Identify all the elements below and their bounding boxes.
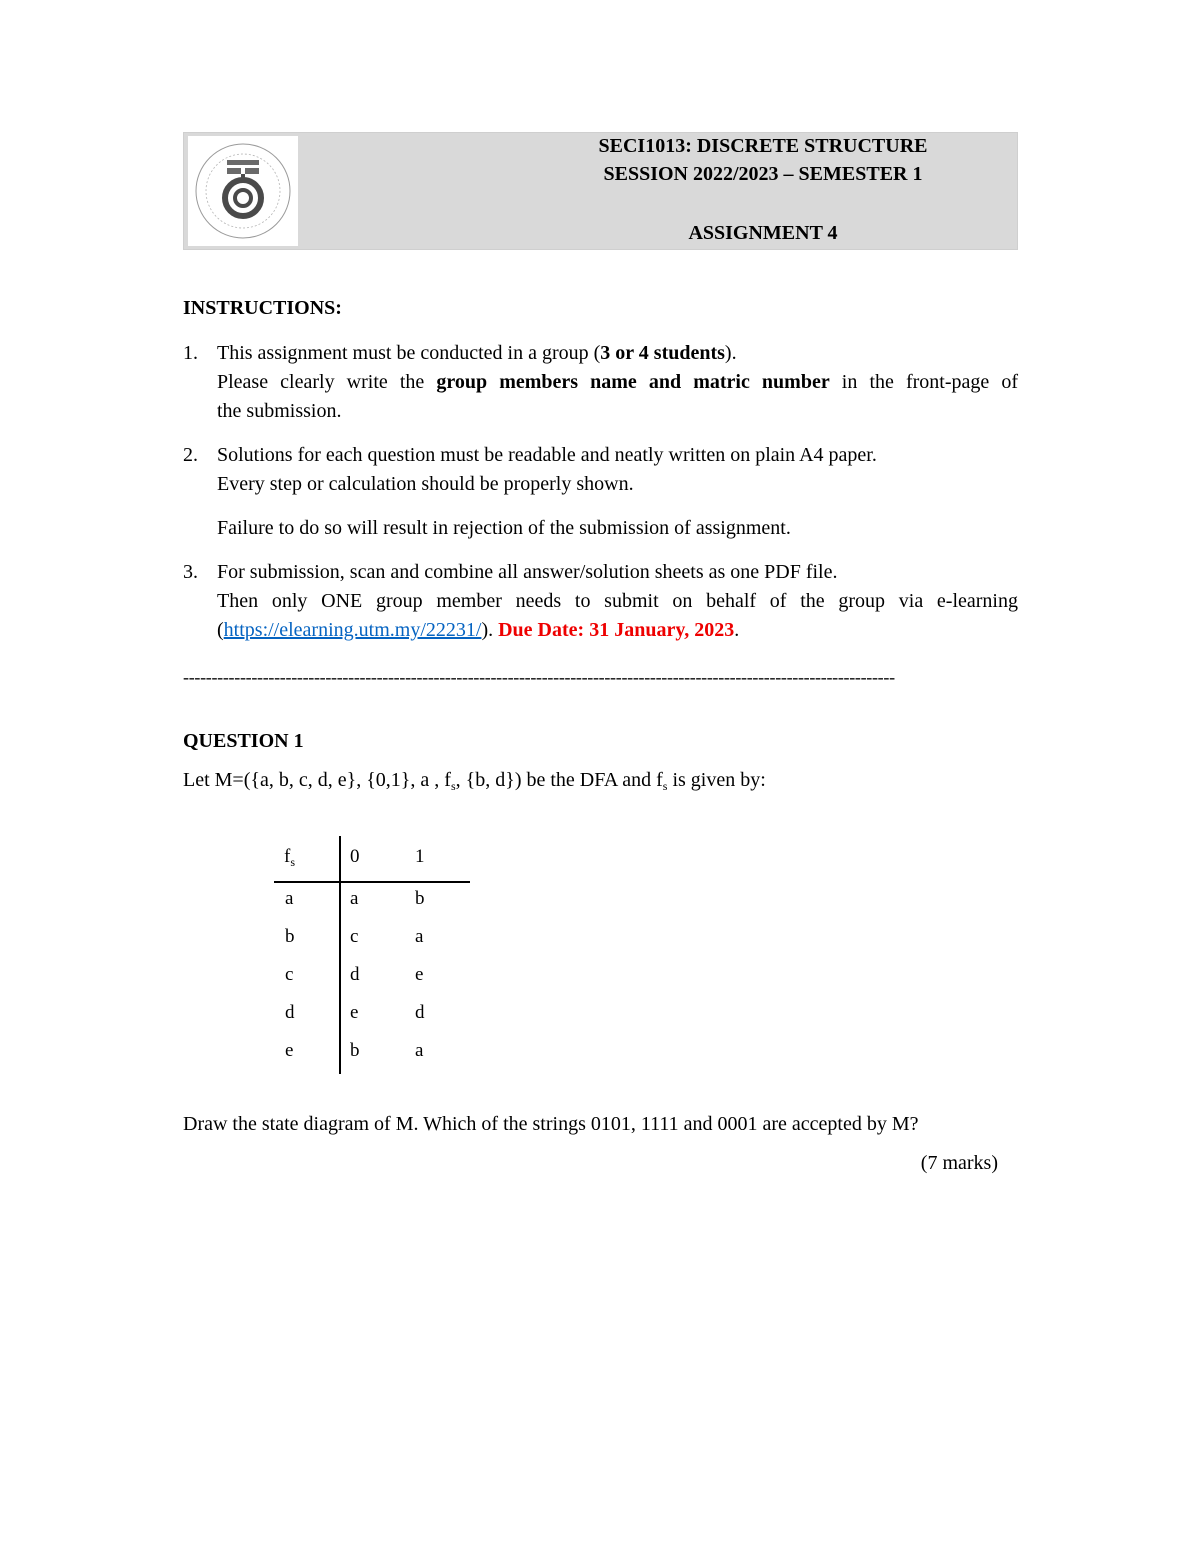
document-header [183, 132, 1018, 250]
text-run: in the front-page of [829, 371, 1018, 393]
text-run: f [284, 846, 291, 867]
table-cell-on0: c [350, 926, 359, 947]
table-header-rule [274, 881, 470, 883]
subscript: s [290, 855, 295, 869]
text-run: ). [724, 342, 737, 364]
university-seal-icon [188, 136, 298, 246]
university-logo [188, 136, 298, 246]
table-cell-on0: b [350, 1040, 360, 1061]
text-run: is given by: [667, 769, 766, 791]
item-number: 2. [183, 444, 198, 466]
table-cell-state: c [285, 964, 294, 985]
instruction-line [217, 616, 1018, 645]
subscript: s [450, 779, 456, 793]
table-cell-state: b [285, 926, 295, 947]
table-header-0: 0 [350, 846, 360, 867]
table-cell-on0: a [350, 888, 359, 909]
table-cell-on1: a [415, 1040, 424, 1061]
session-title: SESSION 2022/2023 – SEMESTER 1 [603, 163, 923, 185]
instruction-line: the submission. [217, 400, 342, 422]
question-1-heading: QUESTION 1 [183, 730, 304, 752]
table-cell-on0: e [350, 1002, 359, 1023]
instruction-item-1 [183, 339, 1018, 426]
instruction-line: For submission, scan and combine all answer/solution sheets as one PDF file. [217, 561, 838, 583]
instruction-line: Failure to do so will result in rejection of the submission of assignment. [217, 517, 791, 539]
table-cell-on1: a [415, 926, 424, 947]
question-1-intro [183, 769, 766, 792]
text-run: ). [481, 619, 499, 641]
question-1-prompt: Draw the state diagram of M. Which of the strings 0101, 1111 and 0001 are accepted by M? [183, 1113, 919, 1135]
text-run: , {b, d}) be the DFA and f [455, 769, 663, 791]
table-cell-state: a [285, 888, 294, 909]
elearning-link[interactable]: https://elearning.utm.my/22231/ [223, 619, 482, 641]
text-run: Let M=({a, b, c, d, e}, {0,1}, a , f [183, 769, 451, 791]
table-header-function [284, 846, 295, 868]
text-run: Please clearly write the [217, 371, 437, 393]
text-run: . [734, 619, 740, 641]
text-run: ( [217, 619, 224, 641]
question-1-marks: (7 marks) [920, 1152, 998, 1174]
text-run: This assignment must be conducted in a group ( [217, 342, 601, 364]
due-date: Due Date: 31 January, 2023 [498, 619, 735, 641]
table-header-1: 1 [415, 846, 425, 867]
instruction-line: Then only ONE group member needs to submit on behalf of the group via e-learning [217, 590, 1018, 612]
table-cell-state: e [285, 1040, 294, 1061]
instruction-line: Every step or calculation should be properly shown. [217, 473, 634, 495]
table-cell-on1: b [415, 888, 425, 909]
members-emphasis: group members name and matric number [436, 371, 830, 393]
table-cell-state: d [285, 1002, 295, 1023]
instruction-item-2 [183, 441, 1018, 543]
instruction-line [217, 368, 1018, 397]
table-cell-on1: d [415, 1002, 425, 1023]
instruction-line [217, 339, 1018, 368]
subscript: s [662, 779, 668, 793]
section-divider: ----------------------------------------------------------------------------------------------------------------------------- [183, 667, 895, 687]
instruction-line: Solutions for each question must be readable and neatly written on plain A4 paper. [217, 444, 877, 466]
transition-table [274, 836, 470, 1074]
item-number: 3. [183, 561, 198, 583]
table-cell-on1: e [415, 964, 424, 985]
instruction-list [183, 339, 1018, 645]
instructions-heading: INSTRUCTIONS: [183, 297, 342, 319]
table-vertical-rule [339, 836, 341, 1074]
instruction-item-3 [183, 558, 1018, 645]
table-cell-on0: d [350, 964, 360, 985]
group-size-emphasis: 3 or 4 students [600, 342, 725, 364]
course-title: SECI1013: DISCRETE STRUCTURE [598, 135, 928, 157]
item-number: 1. [183, 342, 198, 364]
assignment-title: ASSIGNMENT 4 [688, 222, 838, 244]
